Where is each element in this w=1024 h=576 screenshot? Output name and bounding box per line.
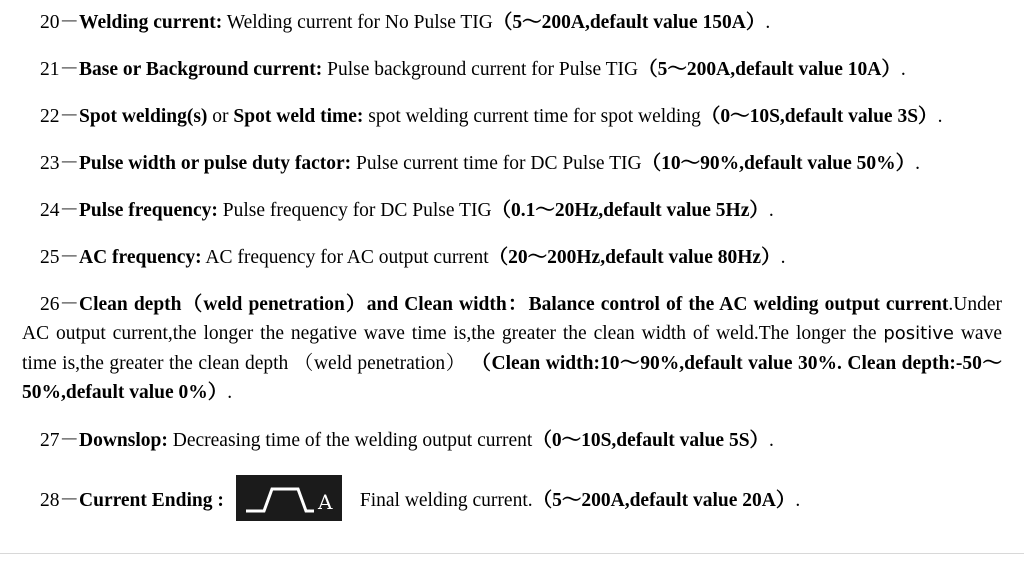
- item-spec: （Clean width:10～90%,default value 30%. Clean depth:-50～50%,default value 0%）: [22, 352, 1002, 404]
- item-description: spot welding current time for spot welding: [363, 105, 701, 127]
- current-ending-waveform-icon: [236, 475, 342, 521]
- item-term: Base or Background current:: [79, 58, 323, 80]
- item-spec: （5～200A,default value 150A）: [492, 12, 766, 33]
- item-term: AC frequency:: [79, 246, 202, 268]
- item-spec: （5～200A,default value 10A）: [638, 58, 901, 80]
- paragraph-emphasis-positive: positive: [883, 323, 954, 345]
- item-term: Pulse frequency:: [79, 199, 218, 221]
- item-spec: （0.1～20Hz,default value 5Hz）: [491, 199, 769, 221]
- paragraph-text-b: wave time is,the greater the clean depth （weld penetration）: [22, 323, 1002, 374]
- item-description: Pulse background current for Pulse TIG: [322, 58, 639, 80]
- paragraph-26: [22, 290, 1002, 409]
- list-item-27: [22, 428, 1002, 454]
- item-number: 23－: [40, 152, 80, 174]
- item-term: Pulse width or pulse duty factor:: [79, 152, 352, 174]
- item-tail: .: [780, 246, 786, 268]
- item-term: Clean depth（weld penetration）and Clean width：Balance control of the AC welding output current: [79, 293, 949, 315]
- item-28-text: [360, 484, 800, 512]
- item-term: Welding current:: [79, 12, 223, 33]
- item-tail: .: [768, 199, 774, 221]
- item-term: Downslop:: [79, 430, 168, 452]
- item-tail: .: [769, 430, 774, 452]
- item-number: 28－: [40, 489, 80, 511]
- list-item: [22, 57, 1002, 83]
- item-number: 27－: [40, 430, 80, 452]
- item-tail: .: [795, 489, 801, 511]
- item-spec: （0～10S,default value 5S）: [532, 430, 770, 452]
- item-description: Decreasing time of the welding output current: [167, 430, 533, 452]
- item-term: Spot welding(s): [79, 105, 208, 127]
- item-tail: .: [765, 12, 771, 33]
- item-description: Final welding current.: [359, 489, 533, 511]
- list-item: [22, 10, 1002, 36]
- item-spec: （10～90%,default value 50%）: [641, 152, 916, 174]
- item-number: 25－: [40, 246, 80, 268]
- list-item: [22, 151, 1002, 177]
- item-tail: .: [937, 105, 943, 127]
- item-number: 21－: [40, 58, 80, 80]
- item-number: 24－: [40, 199, 80, 221]
- item-description: Welding current for No Pulse TIG: [222, 12, 493, 33]
- item-number: 22－: [40, 105, 80, 127]
- item-description: AC frequency for AC output current: [201, 246, 489, 268]
- item-spec: （5～200A,default value 20A）: [532, 489, 796, 511]
- item-spec: （0～10S,default value 3S）: [700, 105, 938, 127]
- list-item: [22, 245, 1002, 271]
- item-term-connector: or: [207, 105, 234, 127]
- item-term: Current Ending :: [79, 489, 224, 511]
- item-tail: .: [915, 152, 921, 174]
- list-item: [22, 104, 1002, 130]
- item-term-alt: Spot weld time:: [233, 105, 364, 127]
- item-tail: .: [227, 382, 233, 404]
- page-divider: [0, 553, 1024, 554]
- item-number: 26－: [40, 293, 80, 315]
- svg-text:A: A: [317, 489, 333, 514]
- item-tail: .: [900, 58, 906, 80]
- item-description: Pulse current time for DC Pulse TIG: [351, 152, 642, 174]
- item-number: 20－: [40, 12, 80, 33]
- list-item-28: [22, 475, 1002, 521]
- paragraph-text-a: .Under AC output current,the longer the negative wave time is,the greater the clean width of weld.The longer the: [22, 293, 1002, 345]
- item-spec: （20～200Hz,default value 80Hz）: [488, 246, 781, 268]
- item-description: Pulse frequency for DC Pulse TIG: [217, 199, 492, 221]
- item-28-label: [40, 484, 224, 512]
- list-item: [22, 198, 1002, 224]
